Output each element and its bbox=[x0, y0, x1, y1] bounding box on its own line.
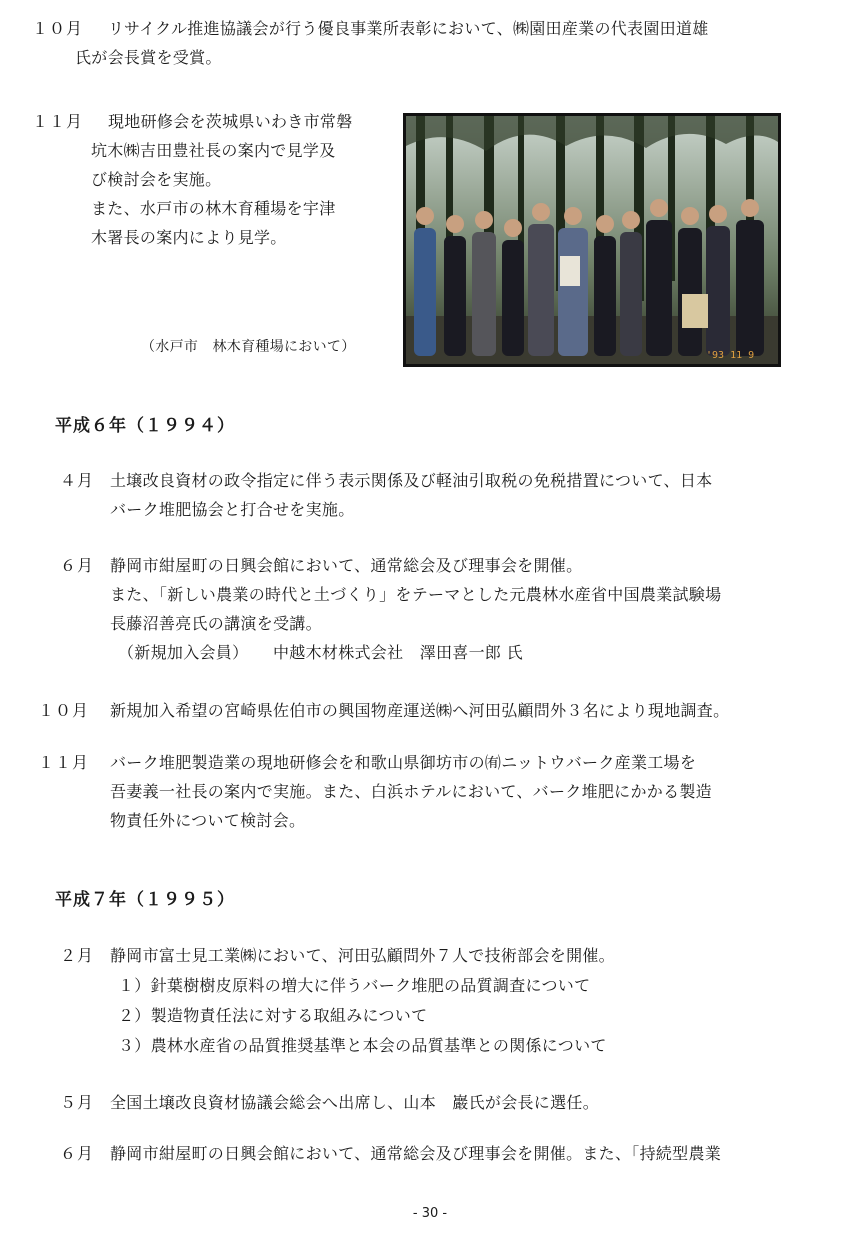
photo-date-stamp: '93 11 9 bbox=[706, 350, 755, 361]
entry-month: ２月 bbox=[60, 946, 95, 965]
entry-text: また、「新しい農業の時代と土づくり」をテーマとした元農林水産省中国農業試験場 bbox=[110, 585, 722, 604]
entry-text: 長藤沼善亮氏の講演を受講。 bbox=[110, 614, 322, 633]
entry-month: ５月 bbox=[60, 1093, 95, 1112]
entry-text: 吾妻義一社長の案内で実施。また、白浜ホテルにおいて、バーク堆肥にかかる製造 bbox=[110, 782, 712, 801]
entry-text: バーク堆肥製造業の現地研修会を和歌山県御坊市の㈲ニットウバーク産業工場を bbox=[110, 753, 697, 772]
entry-text: 土壌改良資材の政令指定に伴う表示関係及び軽油引取税の免税措置について、日本 bbox=[110, 471, 713, 490]
entry-text: 現地研修会を茨城県いわき市常磐 bbox=[108, 112, 353, 131]
entry-text: 全国土壌改良資材協議会総会へ出席し、山本 巖氏が会長に選任。 bbox=[110, 1093, 600, 1112]
entry-month: ６月 bbox=[60, 556, 95, 575]
entry-month: １０月 bbox=[38, 701, 90, 720]
site-visit-photo bbox=[403, 113, 781, 367]
entry-text: リサイクル推進協議会が行う優良事業所表彰において、㈱園田産業の代表園田道雄 bbox=[108, 19, 709, 38]
year-heading-1994: 平成６年（１９９４） bbox=[55, 416, 235, 436]
entry-text: バーク堆肥協会と打合せを実施。 bbox=[110, 500, 355, 519]
entry-list-item: ３）農林水産省の品質推奨基準と本会の品質基準との関係について bbox=[118, 1036, 607, 1055]
entry-list-item: １）針葉樹樹皮原料の増大に伴うバーク堆肥の品質調査について bbox=[118, 976, 591, 995]
entry-text: 木署長の案内により見学。 bbox=[91, 228, 287, 247]
entry-month: ６月 bbox=[60, 1144, 95, 1163]
entry-list-item: ２）製造物責任法に対する取組みについて bbox=[118, 1006, 428, 1025]
entry-text: 物責任外について検討会。 bbox=[110, 811, 306, 830]
entry-month: ４月 bbox=[60, 471, 95, 490]
page-number: - 30 - bbox=[412, 1206, 448, 1221]
entry-text: 氏が会長賞を受賞。 bbox=[75, 48, 222, 67]
year-heading-1995: 平成７年（１９９５） bbox=[55, 890, 235, 910]
entry-month: １１月 bbox=[38, 753, 90, 772]
entry-month: １１月 bbox=[32, 112, 84, 131]
entry-text: 静岡市紺屋町の日興会館において、通常総会及び理事会を開催。 bbox=[110, 556, 583, 575]
photo-caption: （水戸市 林木育種場において） bbox=[141, 339, 356, 355]
entry-text: 静岡市富士見工業㈱において、河田弘顧問外７人で技術部会を開催。 bbox=[110, 946, 615, 965]
entry-text: び検討会を実施。 bbox=[91, 170, 222, 189]
entry-text: （新規加入会員） 中越木材株式会社 澤田喜一郎 氏 bbox=[118, 643, 523, 662]
entry-text: 坑木㈱吉田豊社長の案内で見学及 bbox=[91, 141, 336, 160]
entry-text: また、水戸市の林木育種場を宇津 bbox=[91, 199, 336, 218]
entry-month: １０月 bbox=[32, 19, 84, 38]
entry-text: 静岡市紺屋町の日興会館において、通常総会及び理事会を開催。また、「持続型農業 bbox=[110, 1144, 722, 1163]
entry-text: 新規加入希望の宮崎県佐伯市の興国物産運送㈱へ河田弘顧問外３名により現地調査。 bbox=[110, 701, 730, 720]
